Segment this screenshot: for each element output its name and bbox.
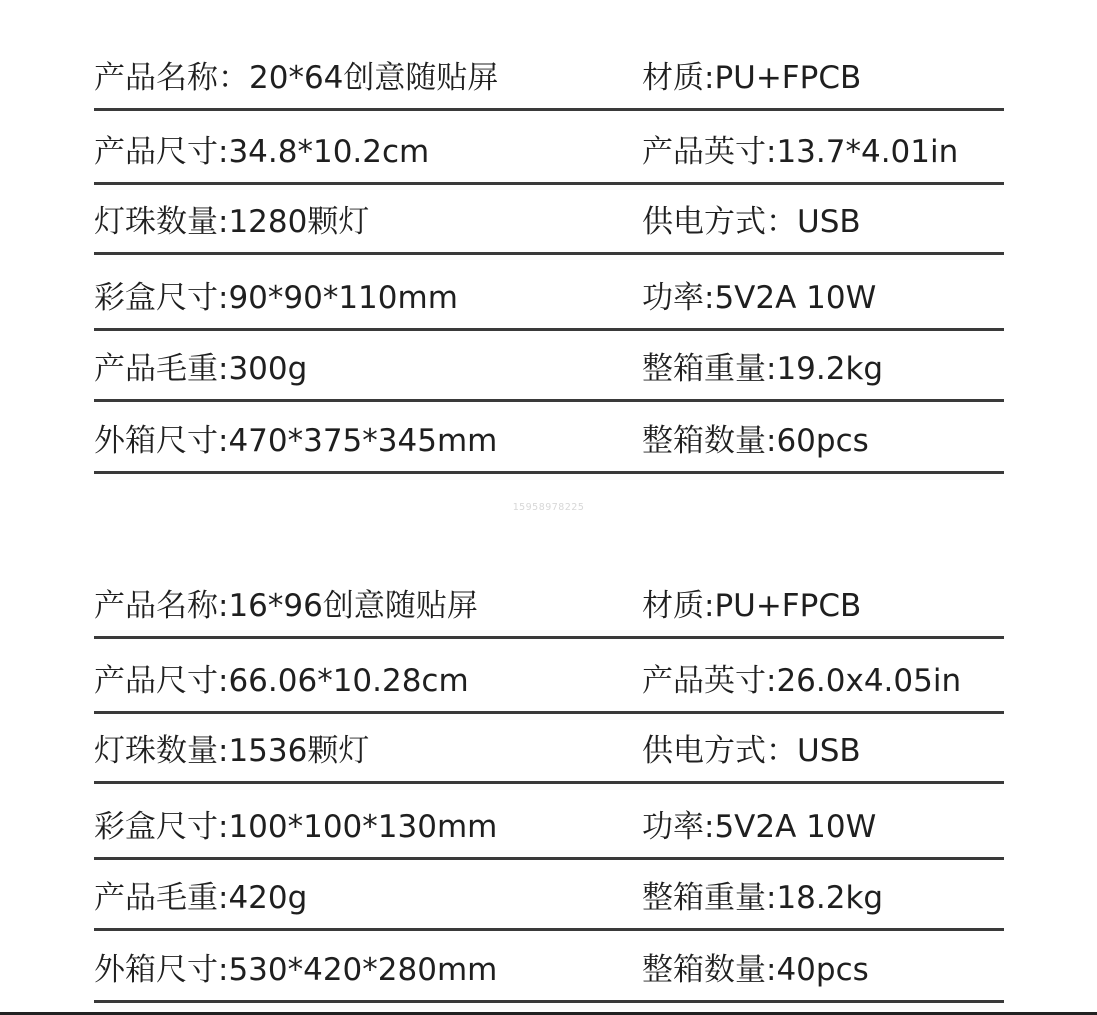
spec-power-supply: 供电方式：USB bbox=[642, 204, 861, 240]
spec-table-20x64 bbox=[94, 48, 1004, 474]
spec-led-count: 灯珠数量:1536颗灯 bbox=[94, 733, 370, 769]
spec-row bbox=[94, 402, 1004, 474]
spec-row bbox=[94, 331, 1004, 402]
spec-box-size: 彩盒尺寸:100*100*130mm bbox=[94, 809, 498, 845]
spec-carton-size: 外箱尺寸:530*420*280mm bbox=[94, 952, 498, 988]
spec-gross-weight: 产品毛重:300g bbox=[94, 351, 308, 387]
spec-power: 功率:5V2A 10W bbox=[642, 280, 877, 316]
spec-power-supply: 供电方式：USB bbox=[642, 733, 861, 769]
spec-power: 功率:5V2A 10W bbox=[642, 809, 877, 845]
spec-row bbox=[94, 860, 1004, 931]
spec-row bbox=[94, 714, 1004, 784]
spec-row bbox=[94, 577, 1004, 639]
spec-carton-size: 外箱尺寸:470*375*345mm bbox=[94, 423, 498, 459]
spec-material: 材质:PU+FPCB bbox=[642, 60, 862, 96]
spec-led-count: 灯珠数量:1280颗灯 bbox=[94, 204, 370, 240]
spec-product-name: 产品名称：20*64创意随贴屏 bbox=[94, 60, 499, 96]
spec-carton-weight: 整箱重量:18.2kg bbox=[642, 880, 884, 916]
spec-product-size: 产品尺寸:34.8*10.2cm bbox=[94, 134, 430, 170]
spec-material: 材质:PU+FPCB bbox=[642, 588, 862, 624]
spec-table-16x96 bbox=[94, 577, 1004, 1003]
spec-product-name: 产品名称:16*96创意随贴屏 bbox=[94, 588, 478, 624]
spec-row bbox=[94, 255, 1004, 331]
spec-carton-weight: 整箱重量:19.2kg bbox=[642, 351, 884, 387]
spec-product-inches: 产品英寸:13.7*4.01in bbox=[642, 134, 959, 170]
spec-row bbox=[94, 784, 1004, 860]
spec-row bbox=[94, 111, 1004, 185]
spec-row bbox=[94, 48, 1004, 111]
spec-row bbox=[94, 931, 1004, 1003]
spec-product-size: 产品尺寸:66.06*10.28cm bbox=[94, 663, 469, 699]
spec-row bbox=[94, 185, 1004, 255]
spec-box-size: 彩盒尺寸:90*90*110mm bbox=[94, 280, 458, 316]
spec-carton-quantity: 整箱数量:40pcs bbox=[642, 952, 869, 988]
spec-product-inches: 产品英寸:26.0x4.05in bbox=[642, 663, 962, 699]
spec-row bbox=[94, 639, 1004, 714]
spec-carton-quantity: 整箱数量:60pcs bbox=[642, 423, 869, 459]
watermark-phone: 15958978225 bbox=[512, 502, 585, 513]
spec-gross-weight: 产品毛重:420g bbox=[94, 880, 308, 916]
